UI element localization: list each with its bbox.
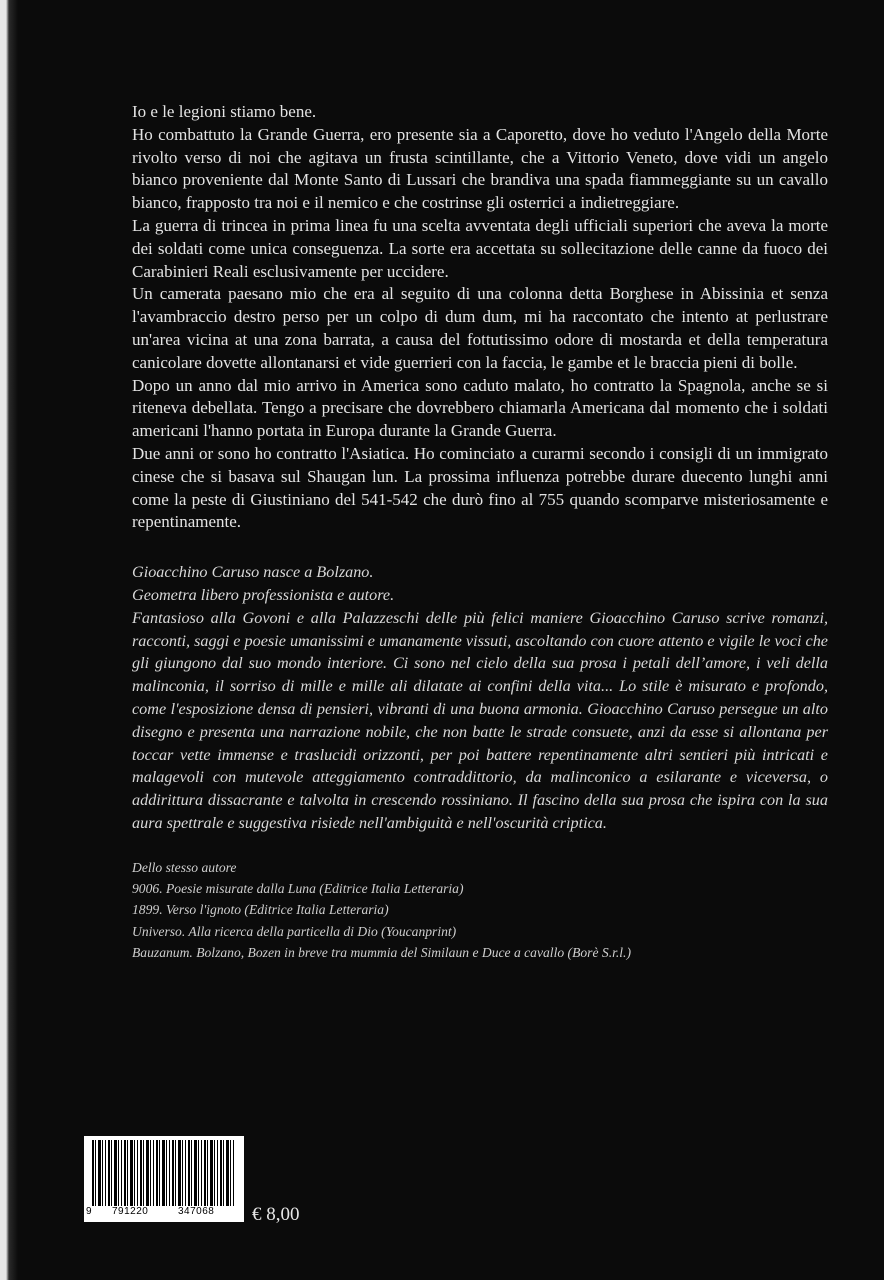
barcode-digits-left: 791220 — [112, 1206, 149, 1217]
narrative-paragraph: Un camerata paesano mio che era al seguito di una colonna detta Borghese in Abissinia et senza l'avambraccio destro perso per un colpo di dum dum, mi ha raccontato che intento at perlustrare un'area vicina at una zona barrata, a causa del fottutissimo odore di mostarda et della temperatura canicolare dovette allontanarsi et vide guerrieri con la faccia, le gambe et le braccia pieni di bolle. — [132, 284, 828, 372]
price-label: € 8,00 — [252, 1204, 300, 1225]
narrative-paragraph: Io e le legioni stiamo bene. — [132, 102, 317, 121]
other-works-heading: Dello stesso autore — [132, 859, 237, 875]
barcode-bars — [92, 1140, 236, 1206]
back-cover-text — [132, 101, 828, 963]
bio-paragraph: Fantasioso alla Govoni e alla Palazzeschi delle più felici maniere Gioacchino Caruso scrive romanzi, racconti, saggi e poesie umanissimi e umanamente vissuti, ascoltando con cuore attento e vigile le voci che gli giungono dal suo mondo interiore. Ci sono nel cielo della sua prosa i petali dell’amore, i veli della malinconia, il sorriso di mille e mille ali dilatate ai confini della vita... Lo stile è misurato e profondo, come l'esposizione densa di pensieri, vibranti di una buona armonia. Gioacchino Caruso persegue un alto disegno e presenta una narrazione nobile, che non batte le strade consuete, anzi da esse si allontana per toccar vette immense e traslucidi orizzonti, per poi battere repentinamente altri sentieri più intricati e malagevoli con mutevole atteggiamento contraddittorio, da malinconico a esilarante e viceversa, o addirittura dissacrante e talvolta in crescendo rossiniano. Il fascino della sua prosa che ispira con la sua aura spettrale e suggestiva risiede nell'ambiguità e nell'oscurità criptica. — [132, 608, 828, 832]
narrative-paragraph: Due anni or sono ho contratto l'Asiatica. Ho cominciato a curarmi secondo i consigli di un immigrato cinese che si basava sul Shaugan lun. La prossima influenza potrebbe durare duecento lunghi anni come la peste di Giustiniano del 541-542 che durò fino al 755 quando scomparve misteriosamente e repentinamente. — [132, 443, 828, 532]
work-item: 9006. Poesie misurate dalla Luna (Editrice Italia Letteraria) — [132, 881, 464, 896]
bio-line: Geometra libero professionista e autore. — [132, 585, 395, 604]
barcode-digit-first: 9 — [86, 1206, 93, 1217]
isbn-barcode — [84, 1136, 244, 1222]
work-item: Bauzanum. Bolzano, Bozen in breve tra mummia del Similaun e Duce a cavallo (Borè S.r.l.) — [132, 944, 631, 960]
narrative-section — [132, 101, 828, 534]
narrative-paragraph: Ho combattuto la Grande Guerra, ero presente sia a Caporetto, dove ho veduto l'Angelo della Morte rivolto verso di noi che agitava un frusta scintillante, che a Vittorio Veneto, dove vidi un angelo bianco proveniente dal Monte Santo di Lussari che brandiva una spada fiammeggiante su un cavallo bianco, frapposto tra noi e il nemico e che costrinse gli osterrici a indietreggiare. — [132, 124, 828, 213]
barcode-digits — [84, 1206, 244, 1220]
narrative-paragraph: Dopo un anno dal mio arrivo in America sono caduto malato, ho contratto la Spagnola, anche se si riteneva debellata. Tengo a precisare che dovrebbero chiamarla Americana dal momento che i soldati americani l'hanno portata in Europa durante la Grande Guerra. — [132, 375, 828, 441]
work-item: 1899. Verso l'ignoto (Editrice Italia Letteraria) — [132, 902, 389, 918]
work-item: Universo. Alla ricerca della particella di Dio (Youcanprint) — [132, 923, 457, 939]
other-works — [132, 857, 828, 963]
narrative-paragraph: La guerra di trincea in prima linea fu una scelta avventata degli ufficiali superiori che aveva la morte dei soldati come unica conseguenza. La sorte era accettata su sollecitazione delle canne da fuoco dei Carabinieri Reali esclusivamente per uccidere. — [132, 215, 828, 281]
bio-line: Gioacchino Caruso nasce a Bolzano. — [132, 563, 374, 582]
author-bio — [132, 561, 828, 835]
barcode-digits-right: 347068 — [178, 1206, 215, 1217]
page-edge — [0, 0, 18, 1280]
